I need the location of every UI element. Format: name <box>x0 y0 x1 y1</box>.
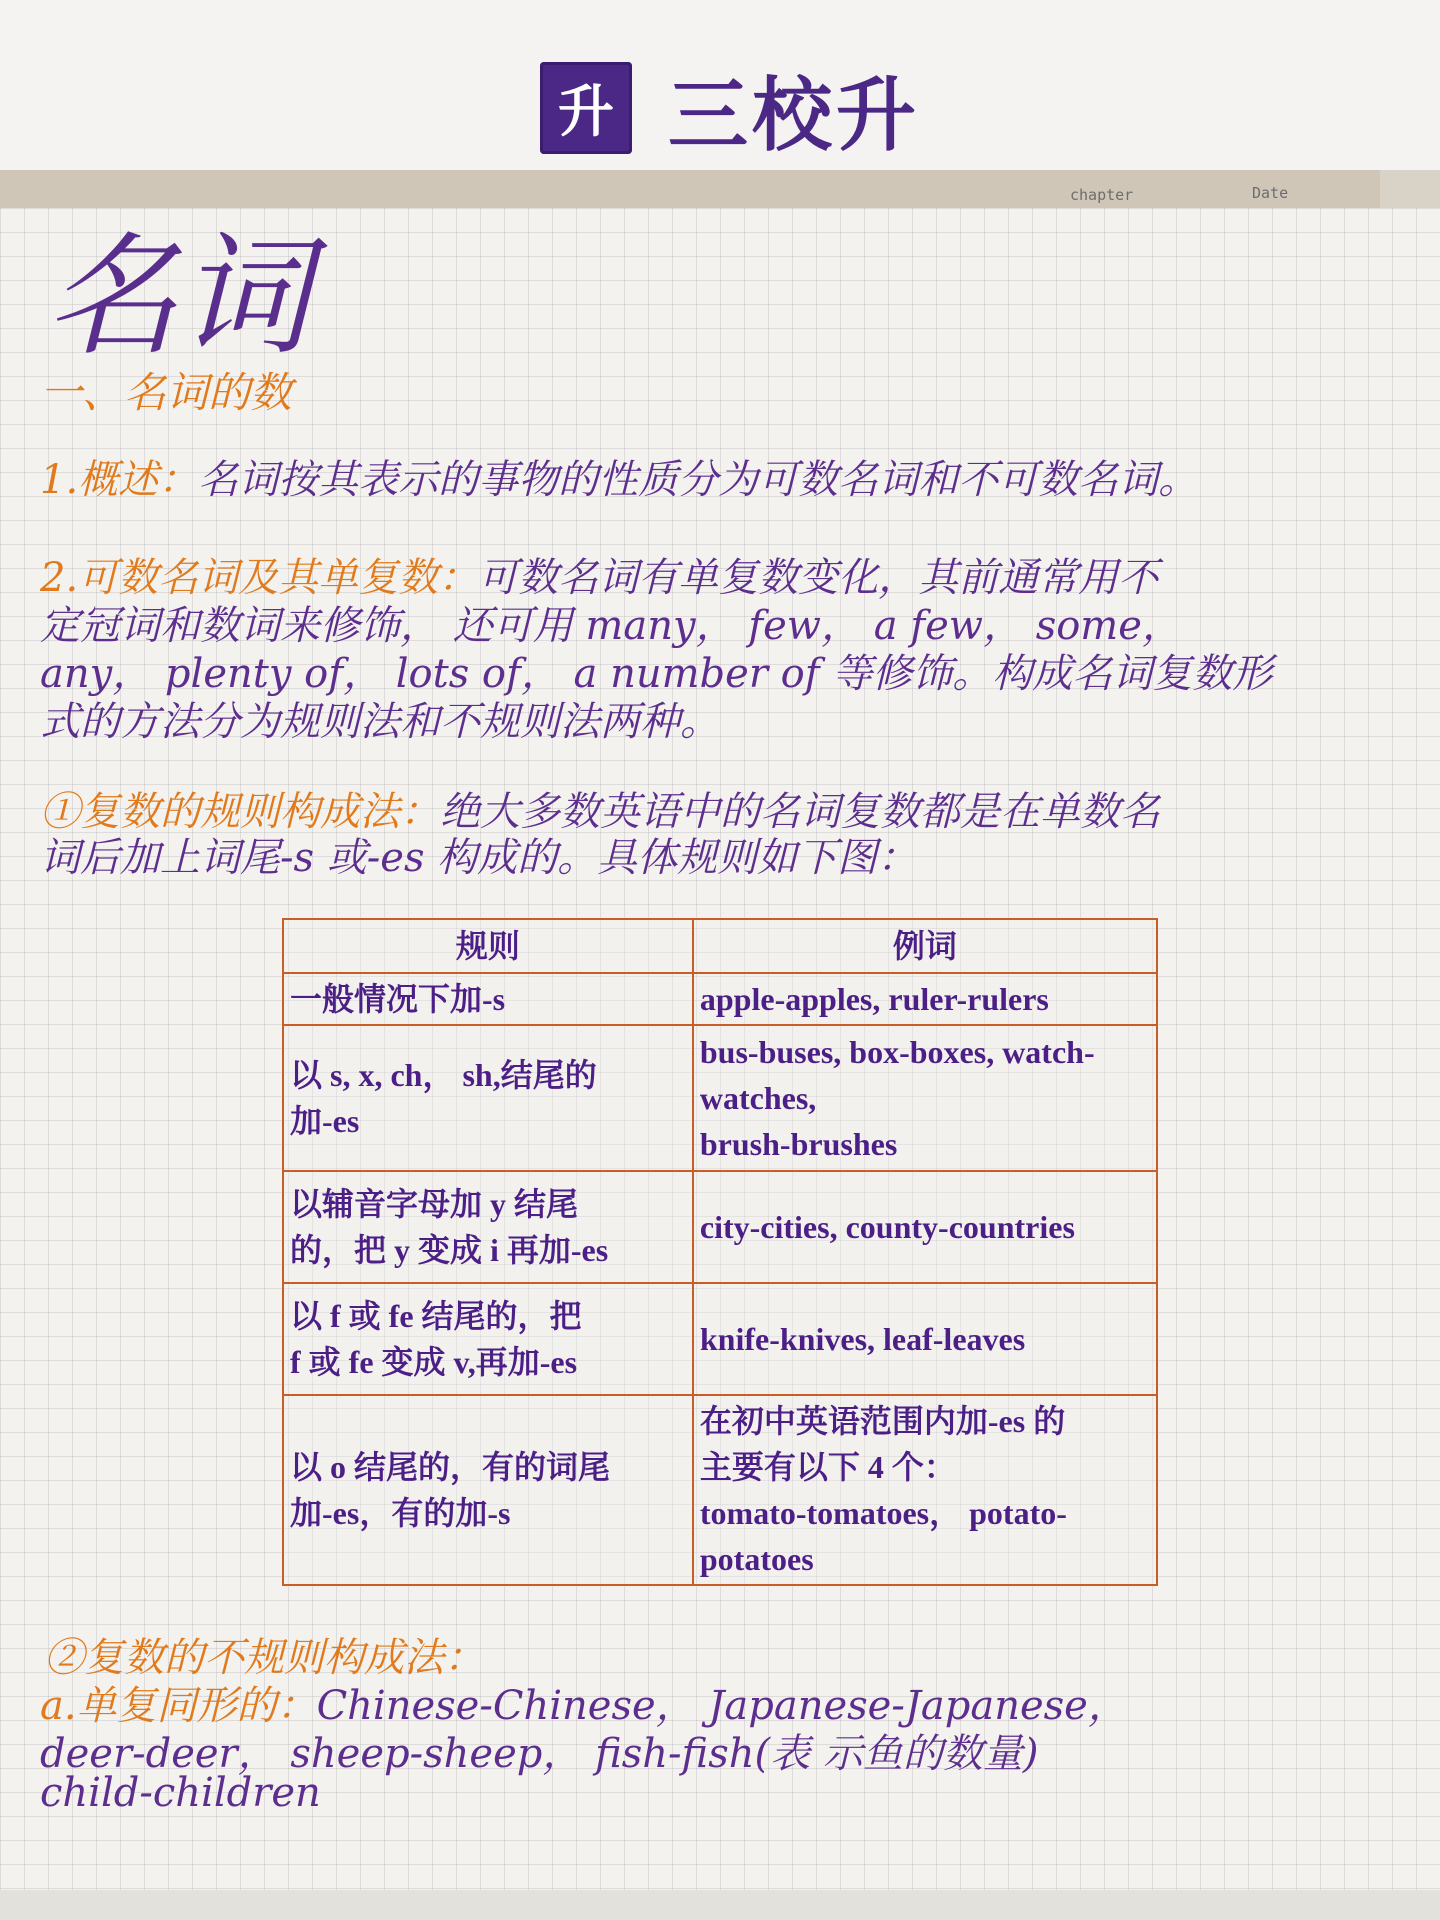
irregular-line-3: child-children <box>40 1770 321 1816</box>
countable-text-1: 可数名词有单复数变化，其前通常用不 <box>478 555 1159 601</box>
irregular-label: ②复数的不规则构成法： <box>44 1635 484 1681</box>
date-label: Date <box>1252 184 1289 202</box>
countable-line-2: 定冠词和数词来修饰， 还可用 many， few， a few， some， <box>40 603 1182 649</box>
header-rule: 规则 <box>283 919 693 973</box>
regular-text-1: 绝大多数英语中的名词复数都是在单数名 <box>440 789 1160 835</box>
countable-line-3: any， plenty of， lots of， a number of 等修饰。构成名词复数形 <box>40 651 1273 697</box>
band-edge <box>1380 170 1440 208</box>
section-heading: 一、名词的数 <box>40 368 293 417</box>
example-cell: 在初中英语范围内加-es 的 主要有以下 4 个： tomato-tomatoes， potato- potatoes <box>693 1395 1157 1585</box>
countable-label: 2.可数名词及其单复数： <box>40 555 479 601</box>
regular-label: ①复数的规则构成法： <box>40 789 440 835</box>
irregular-a-label: a.单复同形的： <box>40 1683 317 1729</box>
paper-bottom-edge <box>0 1890 1440 1920</box>
irregular-line-2: deer-deer， sheep-sheep， fish-fish(表 示鱼的数量) <box>40 1731 1039 1777</box>
page-title: 名词 <box>46 220 310 374</box>
regular-line-2: 词后加上词尾-s 或-es 构成的。具体规则如下图： <box>40 835 918 881</box>
table-row <box>283 1171 1157 1283</box>
rule-cell: 以 o 结尾的，有的词尾 加-es，有的加-s <box>283 1395 693 1585</box>
rule-cell: 一般情况下加-s <box>283 973 693 1025</box>
overview-paragraph <box>40 448 1198 505</box>
plural-rules-table <box>282 918 1158 1586</box>
table-row <box>283 1025 1157 1171</box>
table-row <box>283 1283 1157 1395</box>
example-cell: city-cities, county-countries <box>693 1171 1157 1283</box>
rule-cell: 以 s, x, ch， sh,结尾的 加-es <box>283 1025 693 1171</box>
brand-logo <box>540 60 920 162</box>
overview-label: 1.概述： <box>40 457 199 503</box>
example-cell: apple-apples, ruler-rulers <box>693 973 1157 1025</box>
logo-mark-icon: 升 <box>540 62 632 154</box>
table-row <box>283 973 1157 1025</box>
example-cell: knife-knives, leaf-leaves <box>693 1283 1157 1395</box>
rule-cell: 以 f 或 fe 结尾的，把 f 或 fe 变成 v,再加-es <box>283 1283 693 1395</box>
example-cell: bus-buses, box-boxes, watch- watches, brush-brushes <box>693 1025 1157 1171</box>
chapter-label: chapter <box>1070 186 1134 204</box>
table-header-row <box>283 919 1157 973</box>
rule-cell: 以辅音字母加 y 结尾 的，把 y 变成 i 再加-es <box>283 1171 693 1283</box>
header-bar <box>0 0 1440 170</box>
brand-name: 三校升 <box>668 68 920 162</box>
header-example: 例词 <box>693 919 1157 973</box>
irregular-text-1: Chinese-Chinese， Japanese-Japanese， <box>316 1683 1128 1729</box>
countable-line-4: 式的方法分为规则法和不规则法两种。 <box>40 699 720 745</box>
overview-text: 名词按其表示的事物的性质分为可数名词和不可数名词。 <box>198 457 1199 503</box>
table-row <box>283 1395 1157 1585</box>
